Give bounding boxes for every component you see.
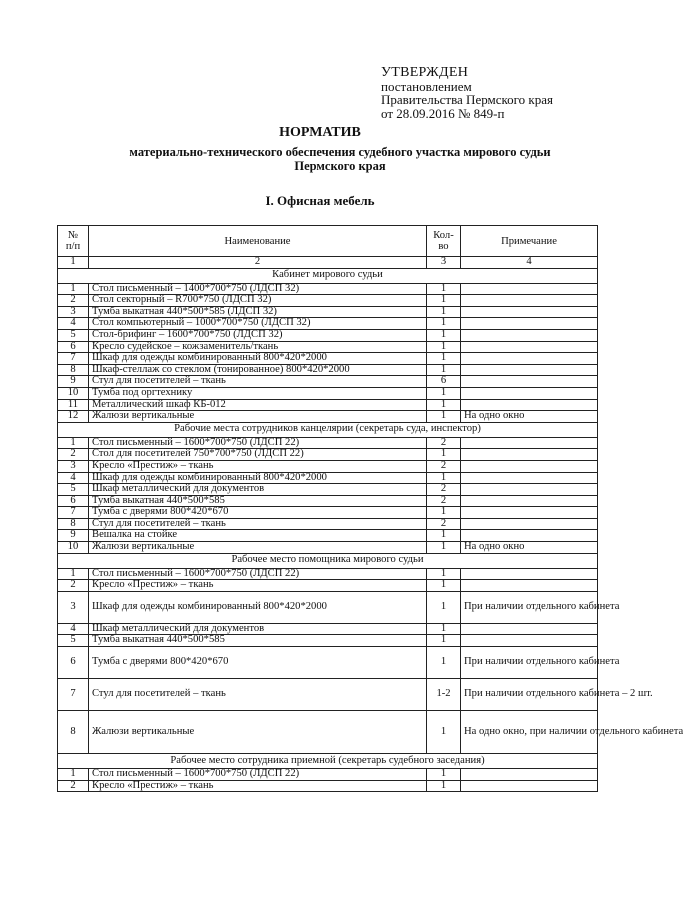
row-note xyxy=(461,399,598,411)
row-number: 11 xyxy=(58,399,89,411)
row-number: 6 xyxy=(58,647,89,679)
row-number: 6 xyxy=(58,341,89,353)
approval-block xyxy=(381,66,553,120)
row-note xyxy=(461,635,598,647)
row-name: Металлический шкаф КБ-012 xyxy=(89,399,427,411)
row-name: Шкаф металлический для документов xyxy=(89,623,427,635)
row-number: 7 xyxy=(58,679,89,711)
subtitle-line-2: Пермского края xyxy=(294,159,386,173)
row-quantity: 6 xyxy=(427,376,461,388)
section-row-title: Кабинет мирового судьи xyxy=(58,268,598,283)
row-number: 9 xyxy=(58,376,89,388)
row-quantity: 1 xyxy=(427,472,461,484)
row-quantity: 1 xyxy=(427,780,461,792)
table-row xyxy=(58,507,598,519)
table-row xyxy=(58,568,598,580)
header-qty-line-2: во xyxy=(438,241,449,252)
row-note xyxy=(461,780,598,792)
row-quantity: 2 xyxy=(427,484,461,496)
row-quantity: 1 xyxy=(427,387,461,399)
row-number: 7 xyxy=(58,353,89,365)
row-name: Стол-брифинг – 1600*700*750 (ЛДСП 32) xyxy=(89,329,427,341)
section-row-title: Рабочее место помощника мирового судьи xyxy=(58,553,598,568)
row-number: 3 xyxy=(58,306,89,318)
section-row xyxy=(58,754,598,769)
row-number: 9 xyxy=(58,530,89,542)
row-quantity: 1 xyxy=(427,364,461,376)
row-note xyxy=(461,283,598,295)
row-note xyxy=(461,387,598,399)
table-row xyxy=(58,542,598,554)
row-quantity: 1 xyxy=(427,399,461,411)
table-header-row xyxy=(58,226,598,257)
column-number-3: 3 xyxy=(427,257,461,269)
row-number: 5 xyxy=(58,484,89,496)
row-name: Стул для посетителей – ткань xyxy=(89,679,427,711)
row-name: Стол письменный – 1600*700*750 (ЛДСП 22) xyxy=(89,769,427,781)
section-row xyxy=(58,422,598,437)
section-row xyxy=(58,268,598,283)
table-row xyxy=(58,518,598,530)
row-name: Шкаф для одежды комбинированный 800*420*2000 xyxy=(89,472,427,484)
row-note xyxy=(461,341,598,353)
row-note xyxy=(461,580,598,592)
row-name: Тумба с дверями 800*420*670 xyxy=(89,647,427,679)
row-number: 4 xyxy=(58,623,89,635)
row-quantity: 1 xyxy=(427,318,461,330)
row-number: 10 xyxy=(58,387,89,399)
row-name: Стол письменный – 1600*700*750 (ЛДСП 22) xyxy=(89,437,427,449)
header-note: Примечание xyxy=(461,226,598,257)
row-name: Кресло «Престиж» – ткань xyxy=(89,780,427,792)
table-row xyxy=(58,530,598,542)
row-number: 7 xyxy=(58,507,89,519)
row-name: Тумба с дверями 800*420*670 xyxy=(89,507,427,519)
row-quantity: 1 xyxy=(427,568,461,580)
header-num-line-1: № xyxy=(67,230,79,241)
row-note xyxy=(461,376,598,388)
row-note xyxy=(461,353,598,365)
row-note xyxy=(461,484,598,496)
approval-line-3: от 28.09.2016 № 849-п xyxy=(381,105,505,121)
row-number: 3 xyxy=(58,591,89,623)
row-name: Жалюзи вертикальные xyxy=(89,411,427,423)
row-quantity: 2 xyxy=(427,460,461,472)
row-quantity: 1 xyxy=(427,530,461,542)
table-row xyxy=(58,364,598,376)
approval-head: УТВЕРЖДЕН xyxy=(381,65,469,80)
header-qty-line-1: Кол- xyxy=(433,230,454,241)
row-quantity: 1 xyxy=(427,411,461,423)
row-number: 2 xyxy=(58,295,89,307)
approval-line-2: Правительства Пермского края xyxy=(381,92,553,108)
row-name: Шкаф металлический для документов xyxy=(89,484,427,496)
column-number-4: 4 xyxy=(461,257,598,269)
row-quantity: 1 xyxy=(427,623,461,635)
table-row xyxy=(58,769,598,781)
table-row xyxy=(58,449,598,461)
header-name: Наименование xyxy=(89,226,427,257)
row-number: 1 xyxy=(58,283,89,295)
row-name: Кресло судейское – кожзаменитель/ткань xyxy=(89,341,427,353)
row-quantity: 1 xyxy=(427,329,461,341)
table-row xyxy=(58,306,598,318)
row-note xyxy=(461,437,598,449)
document-subtitle xyxy=(70,145,610,173)
row-note xyxy=(461,518,598,530)
row-quantity: 1 xyxy=(427,769,461,781)
row-quantity: 1 xyxy=(427,591,461,623)
row-note xyxy=(461,568,598,580)
row-note: На одно окно, при наличии отдельного кабинета xyxy=(461,711,598,754)
table-row xyxy=(58,635,598,647)
table-row xyxy=(58,484,598,496)
row-quantity: 1 xyxy=(427,283,461,295)
row-name: Стол секторный – R700*750 (ЛДСП 32) xyxy=(89,295,427,307)
table-row xyxy=(58,580,598,592)
row-number: 8 xyxy=(58,518,89,530)
row-name: Кресло «Престиж» – ткань xyxy=(89,580,427,592)
row-note: При наличии отдельного кабинета xyxy=(461,591,598,623)
norm-table-body xyxy=(58,226,683,792)
row-note xyxy=(461,318,598,330)
row-number: 2 xyxy=(58,780,89,792)
row-name: Жалюзи вертикальные xyxy=(89,542,427,554)
row-number: 2 xyxy=(58,580,89,592)
row-note xyxy=(461,623,598,635)
row-note xyxy=(461,495,598,507)
section-row xyxy=(58,553,598,568)
table-row xyxy=(58,437,598,449)
section-row-title: Рабочие места сотрудников канцелярии (секретарь суда, инспектор) xyxy=(58,422,598,437)
row-note xyxy=(461,530,598,542)
row-number: 12 xyxy=(58,411,89,423)
row-number: 1 xyxy=(58,769,89,781)
row-name: Стол компьютерный – 1000*700*750 (ЛДСП 32) xyxy=(89,318,427,330)
table-row xyxy=(58,780,598,792)
row-number: 1 xyxy=(58,568,89,580)
row-note: На одно окно xyxy=(461,542,598,554)
row-name: Стол письменный – 1600*700*750 (ЛДСП 22) xyxy=(89,568,427,580)
row-quantity: 1 xyxy=(427,647,461,679)
row-name: Кресло «Престиж» – ткань xyxy=(89,460,427,472)
row-quantity: 2 xyxy=(427,518,461,530)
table-row xyxy=(58,495,598,507)
document-title: НОРМАТИВ xyxy=(279,125,361,140)
row-note xyxy=(461,769,598,781)
row-number: 6 xyxy=(58,495,89,507)
row-quantity: 1 xyxy=(427,711,461,754)
table-row xyxy=(58,387,598,399)
row-number: 3 xyxy=(58,460,89,472)
row-note: При наличии отдельного кабинета xyxy=(461,647,598,679)
row-name: Вешалка на стойке xyxy=(89,530,427,542)
subtitle-line-1: материально-технического обеспечения судебного участка мирового судьи xyxy=(129,145,551,159)
table-row xyxy=(58,679,598,711)
row-name: Стол письменный – 1400*700*750 (ЛДСП 32) xyxy=(89,283,427,295)
row-name: Жалюзи вертикальные xyxy=(89,711,427,754)
row-quantity: 1-2 xyxy=(427,679,461,711)
row-note xyxy=(461,306,598,318)
table-row xyxy=(58,647,598,679)
table-row xyxy=(58,341,598,353)
row-number: 5 xyxy=(58,329,89,341)
table-row xyxy=(58,318,598,330)
row-number: 4 xyxy=(58,472,89,484)
row-number: 8 xyxy=(58,711,89,754)
table-row xyxy=(58,399,598,411)
row-note: При наличии отдельного кабинета – 2 шт. xyxy=(461,679,598,711)
table-row xyxy=(58,411,598,423)
row-quantity: 1 xyxy=(427,341,461,353)
row-name: Шкаф для одежды комбинированный 800*420*2000 xyxy=(89,353,427,365)
row-quantity: 1 xyxy=(427,353,461,365)
row-name: Стул для посетителей – ткань xyxy=(89,376,427,388)
row-quantity: 1 xyxy=(427,635,461,647)
row-name: Шкаф для одежды комбинированный 800*420*2000 xyxy=(89,591,427,623)
approval-line-1: постановлением xyxy=(381,78,472,94)
row-quantity: 1 xyxy=(427,580,461,592)
table-row xyxy=(58,472,598,484)
table-row xyxy=(58,591,598,623)
row-quantity: 1 xyxy=(427,295,461,307)
row-number: 1 xyxy=(58,437,89,449)
section-row-title: Рабочее место сотрудника приемной (секретарь судебного заседания) xyxy=(58,754,598,769)
row-quantity: 1 xyxy=(427,542,461,554)
row-note xyxy=(461,507,598,519)
row-quantity: 2 xyxy=(427,437,461,449)
row-note xyxy=(461,364,598,376)
row-note xyxy=(461,449,598,461)
table-row xyxy=(58,329,598,341)
table-row xyxy=(58,283,598,295)
section-title: I. Офисная мебель xyxy=(265,193,375,208)
row-note xyxy=(461,460,598,472)
row-name: Тумба выкатная 440*500*585 xyxy=(89,495,427,507)
row-quantity: 2 xyxy=(427,495,461,507)
norm-table xyxy=(57,225,683,792)
row-quantity: 1 xyxy=(427,306,461,318)
row-quantity: 1 xyxy=(427,449,461,461)
row-note: На одно окно xyxy=(461,411,598,423)
row-number: 10 xyxy=(58,542,89,554)
row-name: Стол для посетителей 750*700*750 (ЛДСП 22) xyxy=(89,449,427,461)
row-name: Тумба выкатная 440*500*585 (ЛДСП 32) xyxy=(89,306,427,318)
header-num-line-2: п/п xyxy=(65,241,81,252)
column-number-1: 1 xyxy=(58,257,89,269)
column-number-2: 2 xyxy=(89,257,427,269)
row-name: Шкаф-стеллаж со стеклом (тонированное) 800*420*2000 xyxy=(89,364,427,376)
table-row xyxy=(58,295,598,307)
row-note xyxy=(461,295,598,307)
header-num xyxy=(58,226,89,257)
row-name: Тумба под оргтехнику xyxy=(89,387,427,399)
row-number: 4 xyxy=(58,318,89,330)
row-note xyxy=(461,472,598,484)
table-row xyxy=(58,353,598,365)
header-qty xyxy=(427,226,461,257)
table-row xyxy=(58,711,598,754)
table-row xyxy=(58,460,598,472)
table-row xyxy=(58,376,598,388)
row-name: Стул для посетителей – ткань xyxy=(89,518,427,530)
row-note xyxy=(461,329,598,341)
column-numbers-row xyxy=(58,257,598,269)
row-number: 8 xyxy=(58,364,89,376)
row-number: 5 xyxy=(58,635,89,647)
row-name: Тумба выкатная 440*500*585 xyxy=(89,635,427,647)
table-row xyxy=(58,623,598,635)
row-quantity: 1 xyxy=(427,507,461,519)
row-number: 2 xyxy=(58,449,89,461)
